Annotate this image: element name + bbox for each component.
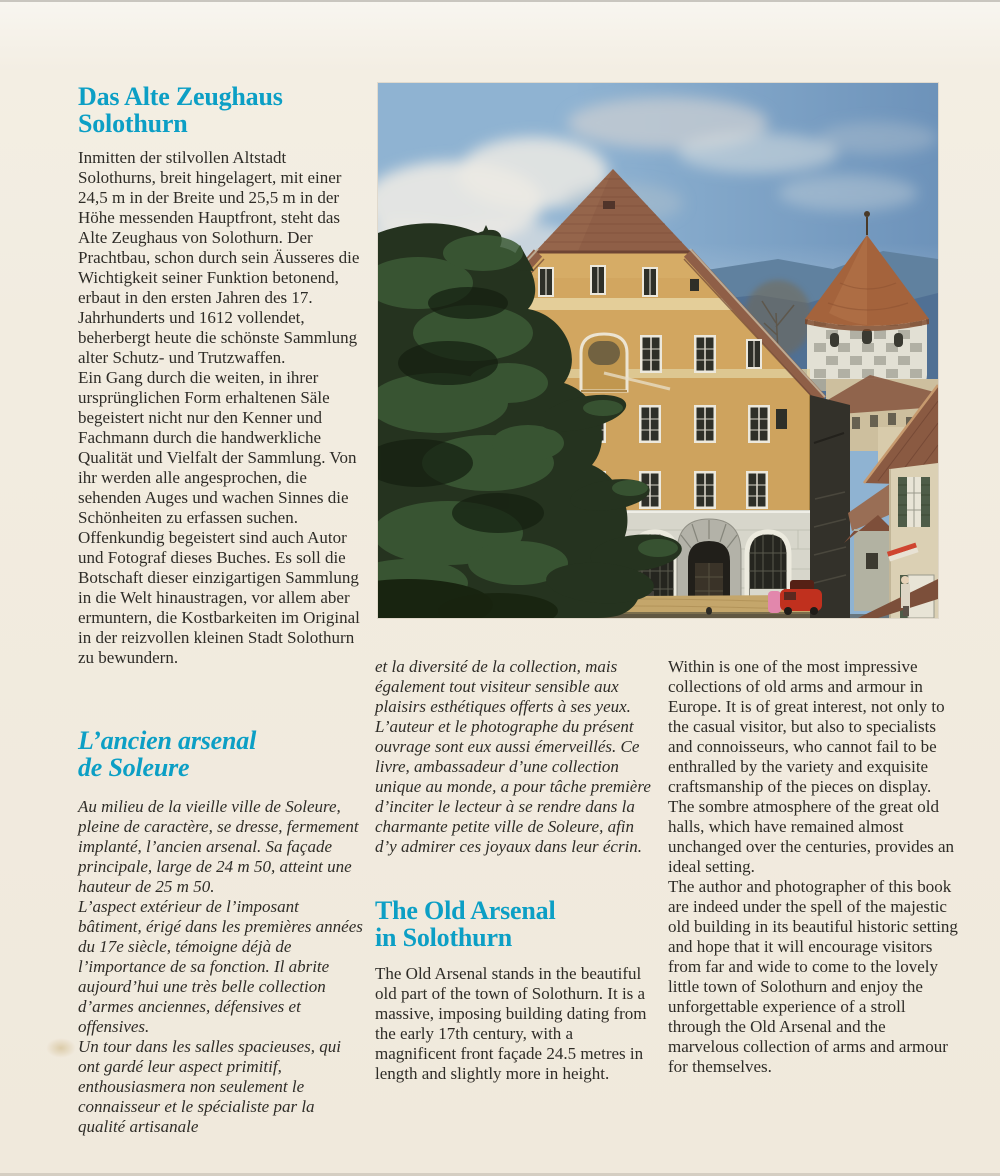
paragraph-french-1: Au milieu de la vieille ville de Soleure, pleine de caractère, se dresse, fermement implanté, l’ancien arsenal. Sa façade principale, large de 24 m 50, atteint une hauteur de 25 m 50. — [78, 797, 359, 896]
paragraph-french-3: Un tour dans les salles spacieuses, qui ont gardé leur aspect primitif, enthousiasmera non seulement le connaisseur et le spécialiste par la qualité artisanale — [78, 1037, 342, 1136]
section-french-part2 — [375, 657, 657, 857]
heading-english — [375, 897, 657, 951]
section-english-main — [668, 657, 959, 1077]
heading-german-line1: Das Alte Zeughaus — [78, 82, 283, 111]
heading-english-line2: in Solothurn — [375, 923, 513, 952]
paragraph-german-1: Inmitten der stilvollen Altstadt Solothurns, breit hingelagert, mit einer 24,5 m in der Breite und 25,5 m in der Höhe messenden Hauptfront, steht das Alte Zeughaus von Solothurn. Der Prachtbau, schon durch sein Äusseres die Wichtigkeit seiner Funktion betonend, erbaut in den ersten Jahren des 17. Jahrhunderts und 1612 vollendet, beherbergt heute die schönste Sammlung alter Schutz- und Trutzwaffen. — [78, 148, 360, 367]
paragraph-french-5: L’auteur et le photographe du présent ouvrage sont eux aussi émerveillés. Ce livre, ambassadeur d’une collection unique au monde, a pour tâche première d’inciter le lecteur à se rendre dans la charmante petite ville de Soleure, afin d’y admirer ces joyaux dans leur écrin. — [375, 717, 651, 856]
paragraph-english-1: Within is one of the most impressive collections of old arms and armour in Europe. It is of great interest, not only to the casual visitor, but also to specialists and connoisseurs, who cannot fail to be enthralled by the variety and exquisite craftsmanship of the pieces on display. The sombre atmosphere of the great old halls, which have remained almost unchanged over the centuries, provides an ideal setting. — [668, 657, 955, 876]
heading-german-line2: Solothurn — [78, 109, 188, 138]
paper-stain — [46, 1038, 76, 1058]
shuttered-window — [898, 477, 930, 527]
section-french-part1 — [78, 727, 364, 1137]
heading-french-line2: de Soleure — [78, 753, 190, 782]
arsenal-photograph — [378, 83, 938, 618]
paragraph-french-4: et la diversité de la collection, mais également tout visiteur sensible aux plaisirs esthétiques offerts à ses yeux. — [375, 657, 631, 716]
paragraph-french-2: L’aspect extérieur de l’imposant bâtiment, érigé dans les premières années du 17e siècle, témoigne déjà de l’importance de sa fonction. Il abrite aujourd’hui une très belle collection d’armes anciennes, défensives et offensives. — [78, 897, 363, 1036]
section-german — [78, 83, 364, 668]
paragraph-english-intro: The Old Arsenal stands in the beautiful old part of the town of Solothurn. It is a massive, imposing building dating from the early 17th century, with a magnificent front façade 24.5 metres in length and slightly more in height. — [375, 964, 647, 1083]
paragraph-german-2: Ein Gang durch die weiten, in ihrer ursprünglichen Form erhaltenen Säle begeistert nicht nur den Kenner und Fachmann durch die handwerkliche Qualität und Vielfalt der Sammlung. Von ihr werden alle angesprochen, die sehenden Auges und wachen Sinnes die Schönheiten zu erfassen suchen. Offenkundig begeistert sind auch Autor und Fotograf dieses Buches. Es soll die Botschaft dieser einzigartigen Sammlung in die Welt hinaustragen, vor allem aber ermuntern, die Kostbarkeiten im Original in der reizvollen kleinen Stadt Solothurn zu bewundern. — [78, 368, 360, 667]
heading-french — [78, 727, 364, 781]
heading-french-line1: L’ancien arsenal — [78, 726, 257, 755]
alley-stairs — [810, 395, 850, 618]
main-portal — [677, 519, 741, 606]
heading-english-line1: The Old Arsenal — [375, 896, 556, 925]
heading-german — [78, 83, 364, 137]
paragraph-english-2: The author and photographer of this book are indeed under the spell of the majestic old building in its beautiful historic setting and hope that it will encourage visitors from far and wide to come to the lovely little town of Solothurn and enjoy the unforgettable experience of a stroll through the Old Arsenal and the marvelous collection of arms and armour for themselves. — [668, 877, 958, 1076]
section-english-intro — [375, 897, 657, 1084]
